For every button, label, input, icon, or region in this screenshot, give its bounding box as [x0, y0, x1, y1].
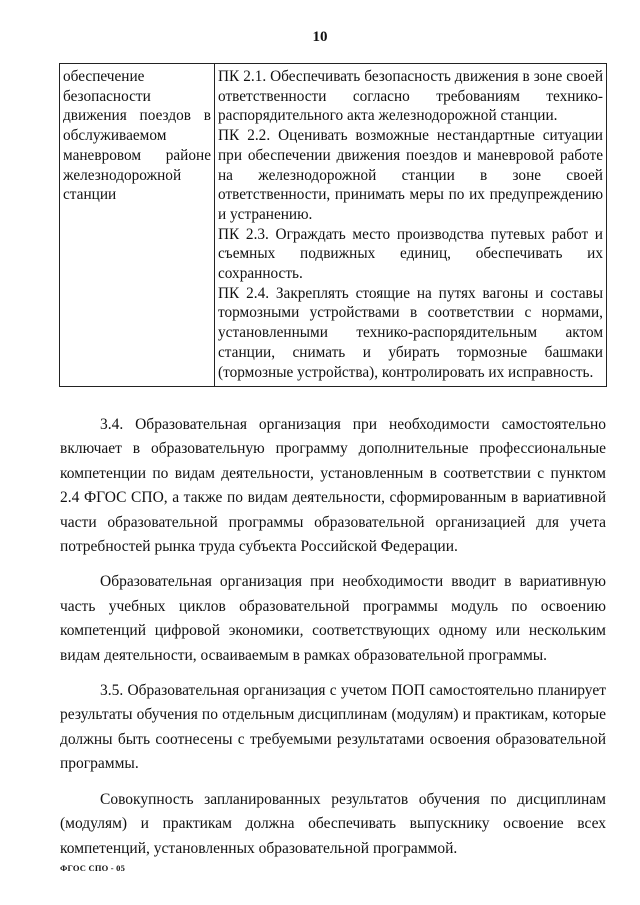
paragraph-3-4: 3.4. Образовательная организация при необходимости самостоятельно включает в образовательную программу дополнительные профессиональные компетенции по видам деятельности, установленным в соответствии с пунктом 2.4 ФГОС СПО, а также по видам деятельности, сформированным в вариативной части образовательной программы образовательной организацией для учета потребностей рынка труда субъекта Российской Федерации.	[60, 416, 606, 556]
competency-pk-2-1: ПК 2.1. Обеспечивать безопасность движения в зоне своей ответственности согласно требованиям технико-распорядительного акта железнодорожной станции.	[218, 68, 603, 125]
competency-pk-2-2: ПК 2.2. Оценивать возможные нестандартные ситуации при обеспечении движения поездов и маневровой работе на железнодорожной станции в зоне своей ответственности, принимать меры по их предупреждению и устранению.	[218, 127, 603, 223]
competencies-table	[59, 63, 607, 387]
competency-pk-2-3: ПК 2.3. Ограждать место производства путевых работ и съемных подвижных единиц, обеспечивать их сохранность.	[218, 225, 603, 283]
paragraph-3-5: 3.5. Образовательная организация с учетом ПОП самостоятельно планирует результаты обучения по отдельным дисциплинам (модулям) и практикам, которые должны быть соотнесены с требуемыми результатами освоения образовательной программы.	[60, 682, 606, 773]
paragraph-learning-results: Совокупность запланированных результатов обучения по дисциплинам (модулям) и практикам должна обеспечивать выпускнику освоение всех компетенций, установленных образовательной программой.	[60, 790, 606, 857]
page-number: 10	[312, 29, 328, 45]
body-text	[60, 413, 606, 872]
competencies-cell	[215, 64, 607, 387]
competency-pk-2-4: ПК 2.4. Закреплять стоящие на путях вагоны и составы тормозными устройствами в соответствии с нормами, установленными технико-распорядительным актом станции, снимать и убирать тормозные башмаки (тормозные устройства), контролировать их исправность.	[218, 284, 603, 381]
paragraph-digital-economy: Образовательная организация при необходимости вводит в вариативную часть учебных циклов образовательной программы модуль по освоению компетенций цифровой экономики, соответствующих одному или нескольким видам деятельности, осваиваемым в рамках образовательной программы.	[60, 573, 606, 664]
table-row	[60, 64, 607, 387]
footer-standard-code: ФГОС СПО - 05	[60, 863, 126, 873]
activity-type-cell: обеспечение безопасности движения поездов в обслуживаемом маневровом районе железнодорожной станции	[60, 64, 215, 387]
